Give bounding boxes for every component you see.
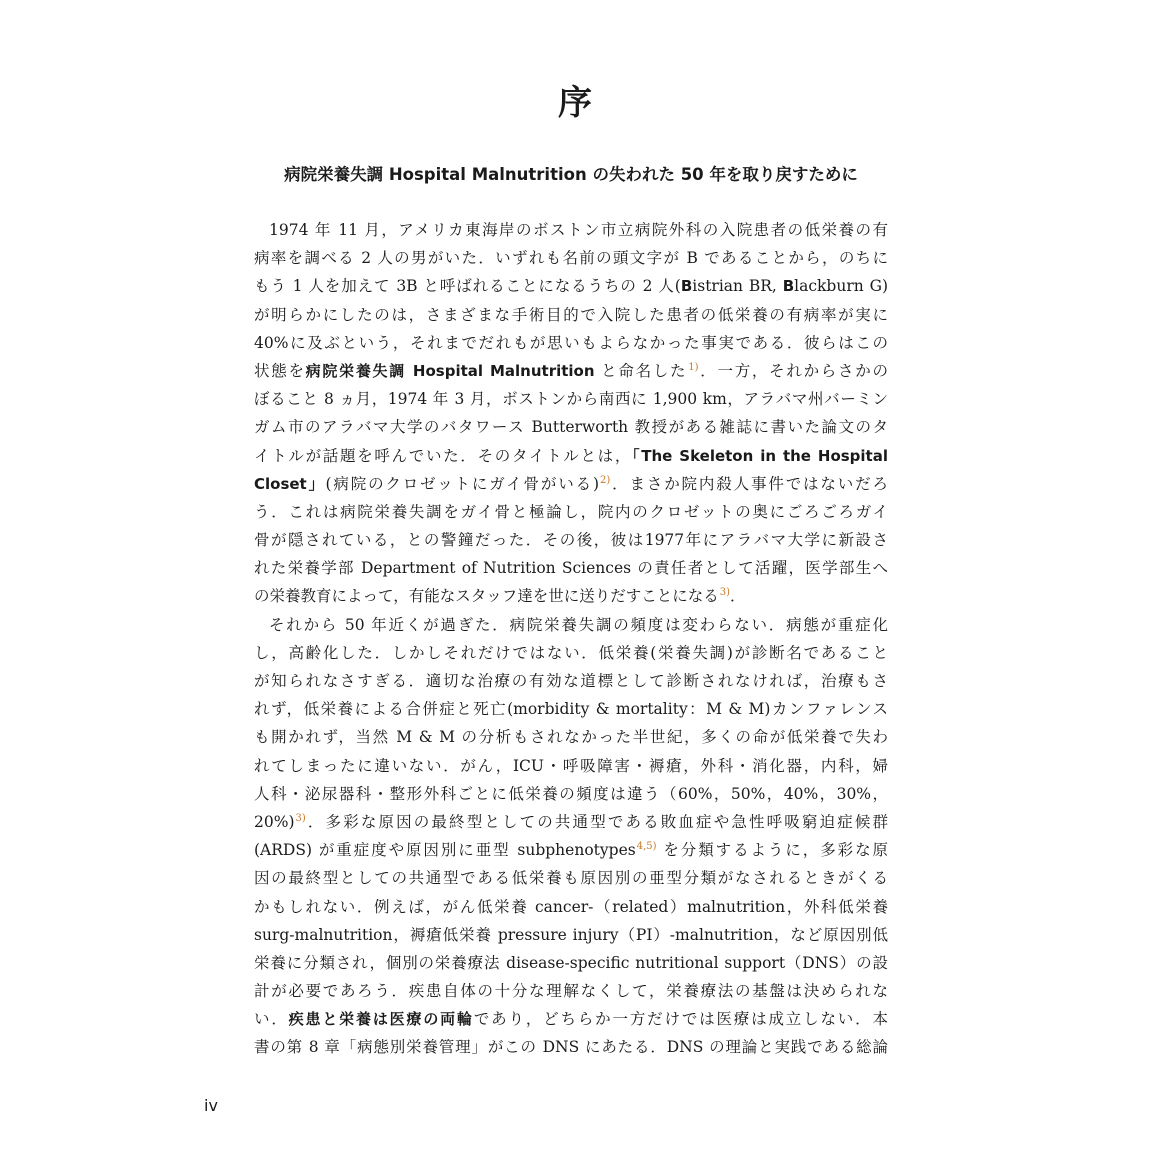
page-title: 序 [558,83,592,123]
text-line [254,357,888,385]
text-run: の栄養教育によって，有能なスタッフ達を世に送りだすことになる [254,587,719,606]
bold-term: 「The Skeleton in the Hospital [632,446,888,465]
text-run: 20%) [254,812,295,831]
text-run: lackburn G) [794,277,888,296]
text-run: ．一方，それからさかの [698,361,888,380]
citation-ref: 4,5) [636,841,657,853]
text-run: (病院のクロゼットにガイ骨がいる) [325,474,599,493]
text-line: れてしまったに違いない．がん，ICU・呼吸障害・褥瘡，外科・消化器，内科，婦 [254,756,888,775]
text-line: れた栄養学部 Department of Nutrition Sciences の責任者として活躍，医学部生へ [254,559,888,578]
bold-initial: B [680,277,693,296]
text-run: イトルが話題を呼んでいた．そのタイトルとは， [254,446,633,465]
text-line: 計が必要であろう．疾患自体の十分な理解なくして，栄養療法の基盤は決められな [254,982,888,1001]
text-line: ぼること 8 ヵ月，1974 年 3 月，ボストンから南西に 1,900 km，アラバマ州バーミン [254,390,888,409]
text-line: 病率を調べる 2 人の男がいた．いずれも名前の頭文字が B であることから，のちに [254,249,888,268]
bold-initial: B [782,277,795,296]
citation-ref: 3) [719,587,730,599]
text-run: istrian BR, [692,277,783,296]
text-run: 状態を [254,361,306,380]
text-line [254,836,888,864]
text-line: う．これは病院栄養失調をガイ骨と極論し，院内のクロゼットの奥にごろごろガイ [254,502,888,521]
text-line: が明らかにしたのは，さまざまな手術目的で入院した患者の低栄養の有病率が実に [254,305,888,324]
text-run: ．多彩な原因の最終型としての共通型である敗血症や急性呼吸窮迫症候群 [305,812,888,831]
body-text [254,216,888,1062]
text-line [254,582,888,610]
text-line: surg-malnutrition，褥瘡低栄養 pressure injury（PI）-malnutrition，など原因別低 [254,925,888,944]
bold-term: Closet」 [254,474,326,493]
bold-term: 疾患と栄養は医療の両輪 [288,1010,474,1029]
text-line: 人科・泌尿器科・整形外科ごとに低栄養の頻度は違う（60%，50%，40%，30%， [254,784,888,803]
citation-ref: 2) [600,474,611,486]
text-line [254,1005,888,1033]
text-run: と命名した [594,361,688,380]
text-run: ． [729,587,746,606]
page-number: iv [204,1096,218,1115]
text-run: であり，どちらか一方だけでは医療は成立しない．本 [473,1010,888,1029]
text-line: かもしれない．例えば，がん低栄養 cancer-（related）malnutrition，外科低栄養 [254,897,888,916]
citation-ref: 3) [295,812,306,824]
bold-term: 病院栄養失調 Hospital Malnutrition [305,361,595,380]
text-line: 栄養に分類され，個別の栄養療法 disease-specific nutritional support（DNS）の設 [254,953,888,972]
text-line: 骨が隠されている，との警鐘だった．その後，彼は1977年にアラバマ大学に新設さ [254,531,888,550]
text-line: 40%に及ぶという，それまでだれもが思いもよらなかった事実である．彼らはこの [254,333,888,352]
section-subtitle: 病院栄養失調 Hospital Malnutrition の失われた 50 年を取り戻すために [284,165,858,184]
text-line: それから 50 年近くが過ぎた．病院栄養失調の頻度は変わらない．病態が重症化 [269,615,888,634]
text-line [254,470,888,498]
text-line: 1974 年 11 月，アメリカ東海岸のボストン市立病院外科の入院患者の低栄養の有 [269,221,888,239]
text-run: (ARDS) が重症度や原因別に亜型 subphenotypes [254,841,636,860]
text-line: 因の最終型としての共通型である低栄養も原因別の亜型分類がなされるときがくる [254,869,888,888]
text-line: が知られなさすぎる．適切な治療の有効な道標として診断されなければ，治療もさ [254,672,888,690]
paragraph-2 [254,611,888,1062]
citation-ref: 1) [688,361,699,373]
text-run: い． [254,1010,289,1029]
paragraph-1 [254,216,888,611]
text-run: を分類するように，多彩な原 [656,841,888,860]
text-line [254,272,888,300]
text-line: も開かれず，当然 M & M の分析もされなかった半世紀，多くの命が低栄養で失わ [254,728,888,747]
text-line: れず，低栄養による合併症と死亡(morbidity & mortality：M & M)カンファレンス [254,700,888,719]
text-run: もう 1 人を加えて 3B と呼ばれることになるうちの 2 人( [254,277,681,296]
text-line [254,808,888,836]
text-run: ．まさか院内殺人事件ではないだろ [610,474,888,493]
text-line [254,442,888,470]
text-line: 書の第 8 章「病態別栄養管理」がこの DNS にあたる．DNS の理論と実践である総論 [254,1038,888,1057]
text-line: し，高齢化した．しかしそれだけではない．低栄養(栄養失調)が診断名であること [254,643,888,662]
text-line: ガム市のアラバマ大学のバタワース Butterworth 教授がある雑誌に書いた論文のタ [254,418,888,437]
